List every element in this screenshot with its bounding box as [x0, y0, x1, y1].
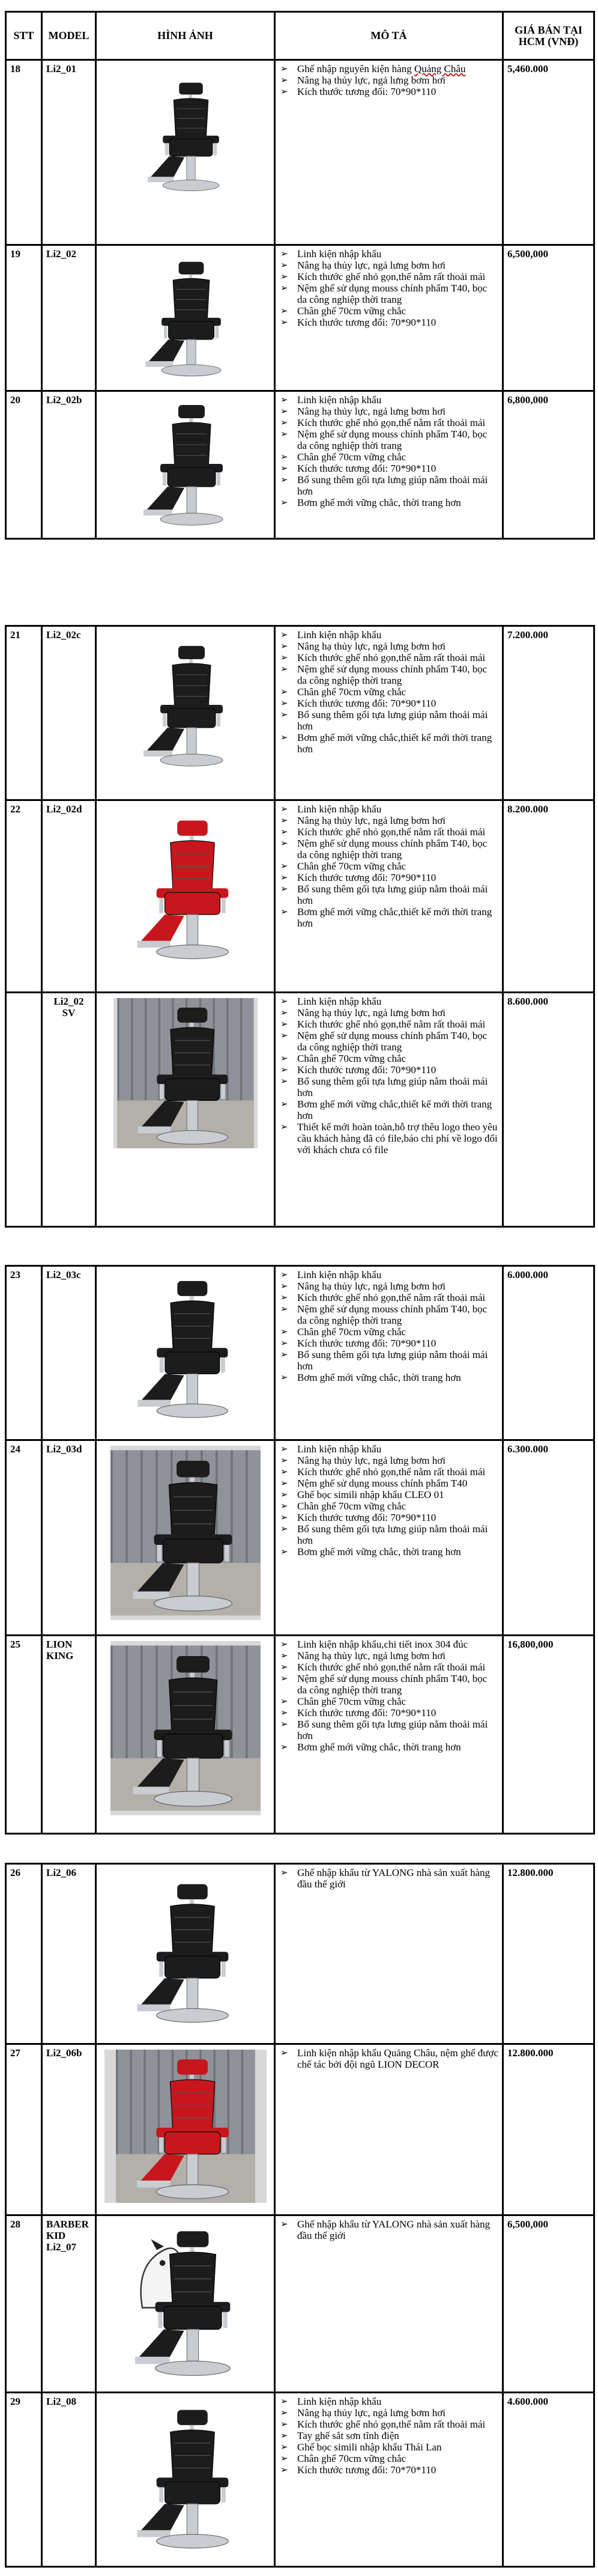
stt-cell: 23 — [6, 1266, 42, 1440]
barber-chair-image — [116, 397, 255, 529]
desc-item: ➢ Ghế nhập nguyên kiện hàng Quảng Châu — [279, 63, 498, 75]
desc-list — [279, 63, 498, 97]
desc-list — [279, 2218, 498, 2241]
desc-item: ➢ Bổ sung thêm gối tựa lưng giúp nằm thoải mái hơn — [279, 709, 498, 732]
price-table-1 — [5, 11, 595, 540]
table-row — [6, 2215, 594, 2393]
desc-item: ➢ Bơm ghế mới vững chắc, thời trang hơn — [279, 1741, 498, 1753]
price-cell: 4.600.000 — [503, 2393, 594, 2567]
desc-item: ➢ Kích thước ghế nhỏ gọn,thế nằm rất thoải mái — [279, 1019, 498, 1030]
product-image — [96, 2393, 275, 2567]
desc-item: ➢ Kích thước tương đối: 70*70*110 — [279, 2464, 498, 2476]
table-row — [6, 391, 594, 539]
desc-cell — [275, 391, 503, 539]
table-row — [6, 1440, 594, 1636]
desc-item: ➢ Linh kiện nhập khẩu Quảng Châu, nệm ghế được chế tác bởi đội ngũ LION DECOR — [279, 2047, 498, 2070]
desc-list — [279, 996, 498, 1156]
price-cell: 12.800.000 — [503, 1864, 594, 2044]
barber-chair-image — [116, 1869, 255, 2032]
desc-item: ➢ Linh kiện nhập khẩu — [279, 394, 498, 406]
desc-item: ➢ Ghế bọc simili nhập khẩu CLEO 01 — [279, 1489, 498, 1500]
desc-item: ➢ Ghế bọc simili nhập khẩu Thái Lan — [279, 2441, 498, 2453]
desc-cell — [275, 993, 503, 1227]
desc-item: ➢ Linh kiện nhập khẩu — [279, 1443, 498, 1455]
desc-item: ➢ Linh kiện nhập khẩu — [279, 248, 498, 260]
desc-item: ➢ Ghế nhập khẩu từ YALONG nhà sản xuất hàng đầu thế giới — [279, 1867, 498, 1890]
desc-item: ➢ Nệm ghế sử dụng mouss chính phẩm T40, bọc da công nghiệp thời trang — [279, 1673, 498, 1696]
desc-item: ➢ Nâng hạ thủy lực, ngả lưng bơm hơi — [279, 260, 498, 271]
desc-cell — [275, 60, 503, 245]
model-cell: Li2_02d — [42, 800, 96, 993]
stt-cell: 26 — [6, 1864, 42, 2044]
table-row — [6, 1636, 594, 1834]
price-table-2 — [5, 625, 595, 1228]
stt-cell: 18 — [6, 60, 42, 245]
desc-item: ➢ Bơm ghế mới vững chắc,thiết kế mới thời trang hơn — [279, 906, 498, 929]
product-image — [96, 60, 275, 245]
desc-item: ➢ Kích thước tương đối: 70*90*110 — [279, 86, 498, 97]
desc-item: ➢ Linh kiện nhập khẩu — [279, 629, 498, 641]
desc-item: ➢ Chân ghế 70cm vững chắc — [279, 1500, 498, 1512]
stt-cell: 27 — [6, 2044, 42, 2215]
desc-item: ➢ Linh kiện nhập khẩu,chi tiết inox 304 đúc — [279, 1639, 498, 1650]
desc-list — [279, 2396, 498, 2476]
desc-item: ➢ Chân ghế 70cm vững chắc — [279, 860, 498, 872]
desc-item: ➢ Chân ghế 70cm vững chắc — [279, 1696, 498, 1707]
price-table-4 — [5, 1863, 595, 2568]
desc-item: ➢ Chân ghế 70cm vững chắc — [279, 1326, 498, 1338]
product-image — [96, 1636, 275, 1834]
desc-cell — [275, 1636, 503, 1834]
desc-item: ➢ Linh kiện nhập khẩu — [279, 996, 498, 1007]
price-cell: 6,500,000 — [503, 245, 594, 391]
price-cell: 6.300.000 — [503, 1440, 594, 1636]
desc-item: ➢ Bổ sung thêm gối tựa lưng giúp nằm thoải mái hơn — [279, 1523, 498, 1546]
product-image — [96, 2215, 275, 2393]
desc-item: ➢ Chân ghế 70cm vững chắc — [279, 451, 498, 463]
desc-item: ➢ Nâng hạ thủy lực, ngả lưng bơm hơi — [279, 75, 498, 86]
model-cell: Li2_02 SV — [42, 993, 96, 1227]
model-cell: Li2_02c — [42, 626, 96, 800]
desc-item: ➢ Kích thước ghế nhỏ gọn,thế nằm rất thoải mái — [279, 271, 498, 282]
stt-cell: 19 — [6, 245, 42, 391]
desc-item: ➢ Kích thước ghế nhỏ gọn,thế nằm rất thoải mái — [279, 1466, 498, 1478]
desc-item: ➢ Bơm ghế mới vững chắc,thiết kế mới thời trang hơn — [279, 1098, 498, 1121]
desc-item: ➢ Kích thước tương đối: 70*90*110 — [279, 1064, 498, 1076]
header-desc: MÔ TẢ — [275, 12, 503, 60]
desc-item: ➢ Kích thước ghế nhỏ gọn,thế nằm rất thoải mái — [279, 2419, 498, 2430]
desc-cell — [275, 1440, 503, 1636]
price-cell: 8.600.000 — [503, 993, 594, 1227]
desc-item: ➢ Linh kiện nhập khẩu — [279, 1269, 498, 1280]
barber-chair-photo — [113, 998, 258, 1148]
barber-chair-photo — [110, 1446, 261, 1620]
desc-cell — [275, 2044, 503, 2215]
header-stt: STT — [6, 12, 42, 60]
model-cell: Li2_03c — [42, 1266, 96, 1440]
desc-item: ➢ Nâng hạ thủy lực, ngả lưng bơm hơi — [279, 815, 498, 826]
desc-item: ➢ Bơm ghế mới vững chắc, thời trang hơn — [279, 1546, 498, 1557]
desc-item: ➢ Kích thước tương đối: 70*90*110 — [279, 698, 498, 709]
desc-cell — [275, 800, 503, 993]
desc-item: ➢ Nâng hạ thủy lực, ngả lưng bơm hơi — [279, 406, 498, 417]
desc-item: ➢ Nệm ghế sử dụng mouss chính phẩm T40, bọc da công nghiệp thời trang — [279, 282, 498, 305]
desc-item: ➢ Nâng hạ thủy lực, ngả lưng bơm hơi — [279, 1650, 498, 1661]
table-row — [6, 245, 594, 391]
model-cell: Li2_02 — [42, 245, 96, 391]
product-image — [96, 245, 275, 391]
desc-item: ➢ Nâng hạ thủy lực, ngả lưng bơm hơi — [279, 1007, 498, 1019]
desc-item: ➢ Ghế nhập khẩu từ YALONG nhà sản xuất hàng đầu thế giới — [279, 2218, 498, 2241]
model-cell: Li2_03d — [42, 1440, 96, 1636]
desc-item: ➢ Nệm ghế sử dụng mouss chính phẩm T40, bọc da công nghiệp thời trang — [279, 663, 498, 686]
stt-cell: 24 — [6, 1440, 42, 1636]
price-cell: 5,460.000 — [503, 60, 594, 245]
price-cell: 8.200.000 — [503, 800, 594, 993]
desc-list — [279, 803, 498, 929]
desc-item: ➢ Kích thước tương đối: 70*90*110 — [279, 1338, 498, 1349]
desc-item: ➢ Linh kiện nhập khẩu — [279, 803, 498, 815]
desc-item: ➢ Kích thước ghế nhỏ gọn,thế nằm rất thoải mái — [279, 1292, 498, 1303]
table-row — [6, 2044, 594, 2215]
model-cell: LION KING — [42, 1636, 96, 1834]
barber-chair-image — [128, 251, 243, 383]
desc-list — [279, 394, 498, 508]
product-image — [96, 800, 275, 993]
barber-chair-image — [116, 806, 255, 968]
desc-list — [279, 1443, 498, 1557]
desc-item: ➢ Nâng hạ thủy lực, ngả lưng bơm hơi — [279, 1455, 498, 1466]
desc-item: ➢ Bổ sung thêm gối tựa lưng giúp nằm thoải mái hơn — [279, 883, 498, 906]
desc-item: ➢ Kích thước ghế nhỏ gọn,thế nằm rất thoải mái — [279, 826, 498, 838]
price-cell: 6,800,000 — [503, 391, 594, 539]
price-cell: 12.800.000 — [503, 2044, 594, 2215]
product-image — [96, 2044, 275, 2215]
table-row — [6, 993, 594, 1227]
desc-item: ➢ Bơm ghế mới vững chắc, thời trang hơn — [279, 497, 498, 508]
table-row — [6, 60, 594, 245]
desc-item: ➢ Nệm ghế sử dụng mouss chính phẩm T40, bọc da công nghiệp thời trang — [279, 428, 498, 451]
desc-item: ➢ Kích thước ghế nhỏ gọn,thế nằm rất thoải mái — [279, 1661, 498, 1673]
barber-chair-photo — [110, 1641, 261, 1815]
header-image: HÌNH ẢNH — [96, 12, 275, 60]
model-cell: Li2_06b — [42, 2044, 96, 2215]
desc-item: ➢ Chân ghế 70cm vững chắc — [279, 1053, 498, 1064]
stt-cell: 20 — [6, 391, 42, 539]
desc-list — [279, 1867, 498, 1890]
product-image — [96, 1864, 275, 2044]
desc-item: ➢ Nâng hạ thủy lực, ngả lưng bơm hơi — [279, 1280, 498, 1292]
stt-cell — [6, 993, 42, 1227]
stt-cell: 29 — [6, 2393, 42, 2567]
desc-item: ➢ Nâng hạ thủy lực, ngả lưng bơm hơi — [279, 2407, 498, 2419]
desc-item: ➢ Kích thước ghế nhỏ gọn,thế nằm rất thoải mái — [279, 417, 498, 428]
product-image — [96, 391, 275, 539]
product-image — [96, 1266, 275, 1440]
price-cell: 16,800,000 — [503, 1636, 594, 1834]
table-row — [6, 800, 594, 993]
desc-item: ➢ Chân ghế 70cm vững chắc — [279, 686, 498, 698]
desc-cell — [275, 2215, 503, 2393]
table-row — [6, 1266, 594, 1440]
model-cell: Li2_02b — [42, 391, 96, 539]
stt-cell: 25 — [6, 1636, 42, 1834]
desc-item: ➢ Kích thước tương đối: 70*90*110 — [279, 317, 498, 328]
barber-chair-image — [131, 65, 240, 204]
header-model: MODEL — [42, 12, 96, 60]
desc-item: ➢ Kích thước tương đối: 70*90*110 — [279, 872, 498, 883]
desc-list — [279, 1269, 498, 1383]
product-image — [96, 993, 275, 1227]
desc-item: ➢ Bổ sung thêm gối tựa lưng giúp nằm thoải mái hơn — [279, 1719, 498, 1741]
desc-list — [279, 1639, 498, 1753]
table-row — [6, 2393, 594, 2567]
barber-chair-image — [116, 1271, 255, 1422]
desc-item: ➢ Bơm ghế mới vững chắc, thời trang hơn — [279, 1372, 498, 1383]
desc-item: ➢ Kích thước tương đối: 70*90*110 — [279, 463, 498, 474]
model-cell: Li2_08 — [42, 2393, 96, 2567]
desc-cell — [275, 1864, 503, 2044]
table-header — [6, 12, 594, 60]
spellcheck-mark: Quảng Châu — [414, 63, 466, 75]
desc-item: ➢ Nệm ghế sử dụng mouss chính phẩm T40 — [279, 1478, 498, 1489]
table-row — [6, 1864, 594, 2044]
desc-item: ➢ Chân ghế 70cm vững chắc — [279, 2453, 498, 2464]
price-cell: 7.200.000 — [503, 626, 594, 800]
desc-list — [279, 248, 498, 328]
model-cell: Li2_01 — [42, 60, 96, 245]
desc-item: ➢ Nệm ghế sử dụng mouss chính phẩm T40, bọc da công nghiệp thời trang — [279, 838, 498, 860]
barber-chair-image — [116, 2398, 255, 2554]
desc-cell — [275, 1266, 503, 1440]
desc-item: ➢ Kích thước ghế nhỏ gọn,thế nằm rất thoải mái — [279, 652, 498, 663]
desc-item: ➢ Bổ sung thêm gối tựa lưng giúp nằm thoải mái hơn — [279, 1076, 498, 1098]
product-image — [96, 626, 275, 800]
desc-item: ➢ Nệm ghế sử dụng mouss chính phẩm T40, bọc da công nghiệp thời trang — [279, 1303, 498, 1326]
model-cell: Li2_06 — [42, 1864, 96, 2044]
desc-item: ➢ Bổ sung thêm gối tựa lưng giúp nằm thoải mái hơn — [279, 474, 498, 497]
product-image — [96, 1440, 275, 1636]
model-cell: BARBER KID Li2_07 — [42, 2215, 96, 2393]
stt-cell: 28 — [6, 2215, 42, 2393]
desc-item: ➢ Nâng hạ thủy lực, ngả lưng bơm hơi — [279, 641, 498, 652]
desc-item: ➢ Bơm ghế mới vững chắc,thiết kế mới thời trang hơn — [279, 732, 498, 755]
desc-item: ➢ Kích thước tương đối: 70*90*110 — [279, 1512, 498, 1523]
desc-list — [279, 2047, 498, 2070]
desc-cell — [275, 626, 503, 800]
desc-item: ➢ Nệm ghế sử dụng mouss chính phẩm T40, bọc da công nghiệp thời trang — [279, 1030, 498, 1053]
desc-cell — [275, 2393, 503, 2567]
barber-chair-image — [113, 2221, 258, 2380]
desc-cell — [275, 245, 503, 391]
desc-item: ➢ Kích thước tương đối: 70*90*110 — [279, 1707, 498, 1719]
table-row — [6, 626, 594, 800]
header-price: GIÁ BÁN TẠI HCM (VNĐ) — [503, 12, 594, 60]
desc-item: ➢ Chân ghế 70cm vững chắc — [279, 305, 498, 317]
barber-chair-photo — [104, 2050, 267, 2203]
desc-item: ➢ Bổ sung thêm gối tựa lưng giúp nằm thoải mái hơn — [279, 1349, 498, 1372]
desc-list — [279, 629, 498, 755]
desc-item: ➢ Linh kiện nhập khẩu — [279, 2396, 498, 2407]
price-cell: 6,500,000 — [503, 2215, 594, 2393]
price-cell: 6.000.000 — [503, 1266, 594, 1440]
stt-cell: 21 — [6, 626, 42, 800]
stt-cell: 22 — [6, 800, 42, 993]
price-table-3 — [5, 1265, 595, 1835]
barber-chair-image — [125, 632, 246, 776]
desc-item: ➢ Thiết kế mới hoàn toàn,hỗ trợ thêu logo theo yêu cầu khách hàng đã có file,báo chi phí về logo đối với khách chưa có file — [279, 1121, 498, 1156]
desc-item: ➢ Tay ghế sắt sơn tĩnh điện — [279, 2430, 498, 2441]
